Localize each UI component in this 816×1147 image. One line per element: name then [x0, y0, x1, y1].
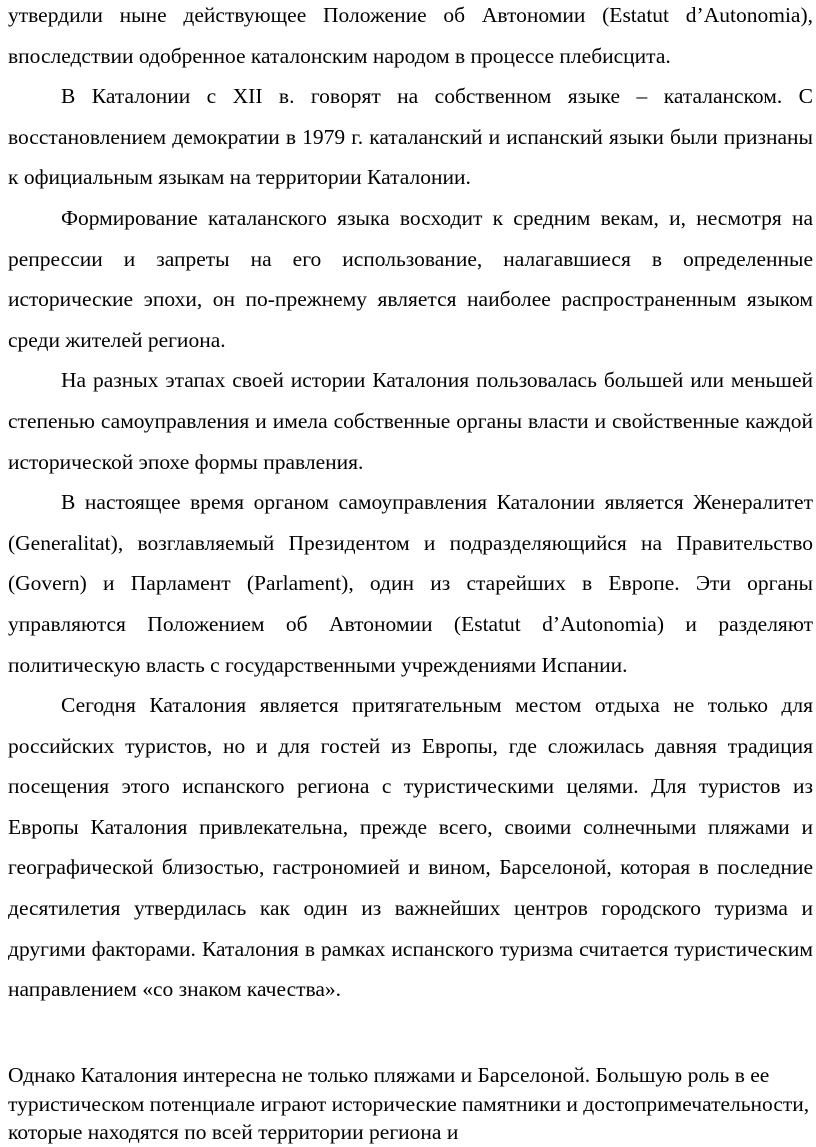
document-body — [8, 0, 813, 1010]
paragraph-autonomy-statute: утвердили ныне действующее Положение об Автономии (Estatut d’Autonomia), впоследствии одобренное каталонским народом в процессе плебисцита. — [8, 3, 813, 68]
paragraph-heritage: Однако Каталония интересна не только пляжами и Барселоной. Большую роль в ее туристическом потенциале играют исторические памятники и достопримечательности, которые находятся по всей территории региона и — [8, 1063, 810, 1144]
paragraph-language-history: Формирование каталанского языка восходит к средним векам, и, несмотря на репрессии и запреты на его использование, налагавшиеся в определенные исторические эпохи, он по-прежнему является наиболее распространенным языком среди жителей региона. — [8, 205, 813, 352]
document-tail — [8, 1061, 813, 1147]
paragraph-generalitat: В настоящее время органом самоуправления Каталонии является Женералитет (Generalitat), возглавляемый Президентом и подразделяющийся на Правительство (Govern) и Парламент (Parlament), один из старейших в Европе. Эти органы управляются Положением об Автономии (Estatut d’Autonomia) и разделяют политическую власть с государственными учреждениями Испании. — [8, 490, 813, 677]
paragraph-tourism: Сегодня Каталония является притягательным местом отдыха не только для российских туристов, но и для гостей из Европы, где сложилась давняя традиция посещения этого испанского региона с туристическими целями. Для туристов из Европы Каталония привлекательна, прежде всего, своими солнечными пляжами и географической близостью, гастрономией и вином, Барселоной, которая в последние десятилетия утвердилась как один из важнейших центров городского туризма и другими факторами. Каталония в рамках испанского туризма считается туристическим направлением «со знаком качества». — [8, 693, 813, 1002]
paragraph-catalan-language: В Каталонии с XII в. говорят на собственном языке – каталанском. С восстановлением демократии в 1979 г. каталанский и испанский языки были признаны к официальным языкам на территории Каталонии. — [8, 84, 813, 190]
paragraph-self-government-history: На разных этапах своей истории Каталония пользовалась большей или меньшей степенью самоуправления и имела собственные органы власти и свойственные каждой исторической эпохе формы правления. — [8, 368, 813, 474]
